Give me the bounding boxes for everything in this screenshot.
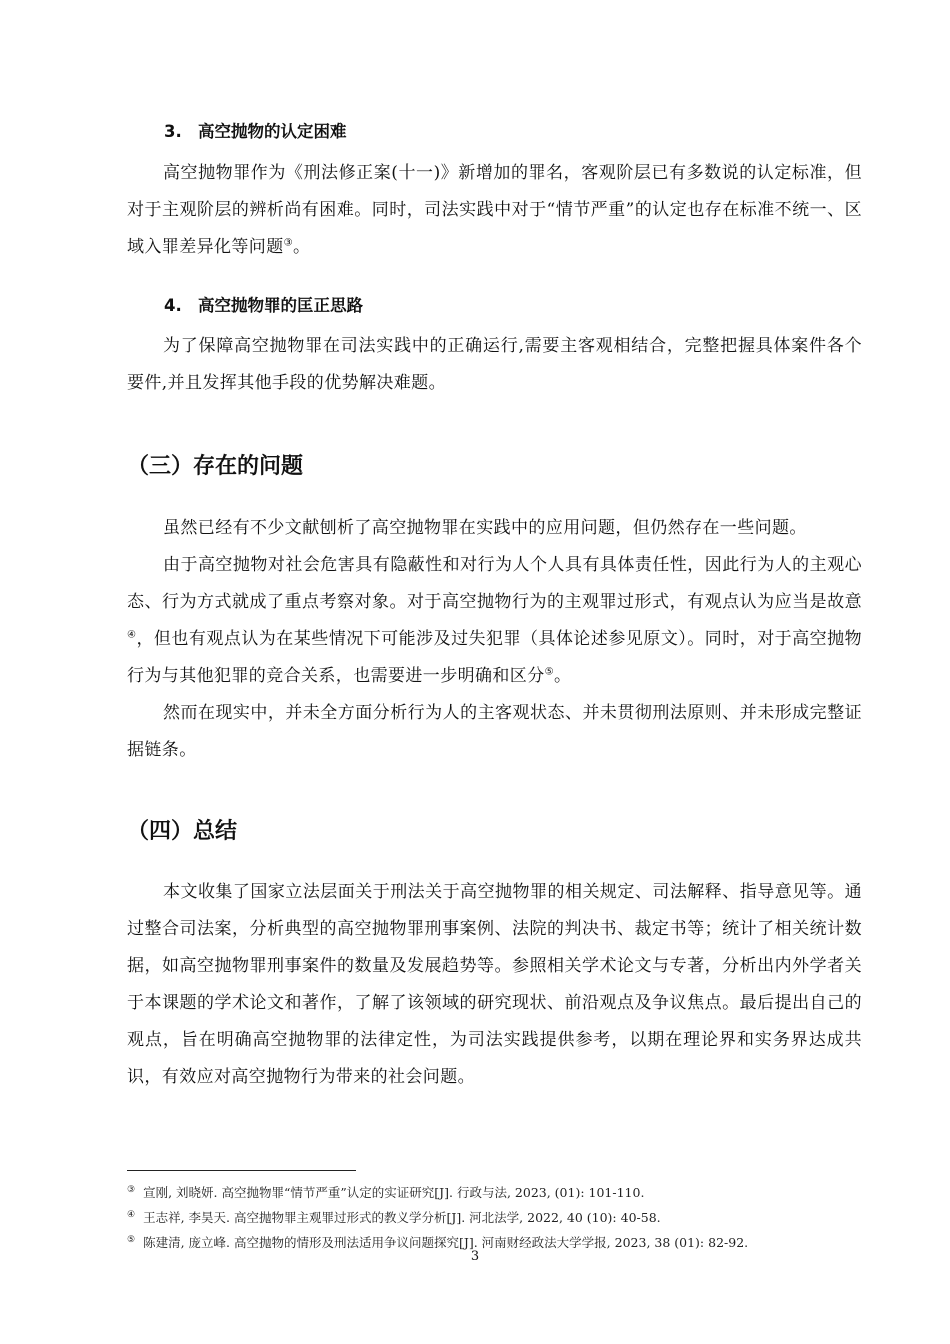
footnote-item [127,1208,661,1226]
subsection-title: 高空抛物的认定困难 [198,122,347,141]
footnote-text: 宣刚, 刘晓妍. 高空抛物罪“情节严重”认定的实证研究[J]. 行政与法, 2023, (01): 101-110. [143,1185,645,1200]
paragraph-text: 。 [292,237,311,257]
footnote-text: 王志祥, 李昊天. 高空抛物罪主观罪过形式的教义学分析[J]. 河北法学, 2022, 40 (10): 40-58. [143,1210,661,1225]
subsection-title: 高空抛物罪的匡正思路 [198,296,363,315]
section-heading-summary: （四）总结 [127,819,238,844]
footnote-mark: ③ [127,1184,136,1195]
body-paragraph: 虽然已经有不少文献刨析了高空抛物罪在实践中的应用问题，但仍然存在一些问题。 [163,518,807,538]
body-paragraph: 然而在现实中，并未全方面分析行为人的主客观状态、并未贯彻刑法原则、并未形成完整证据链条。 [127,703,862,760]
subsection-number: 4. [164,296,182,315]
subsection-heading-4 [164,292,363,316]
body-paragraph [127,155,862,266]
body-paragraph: 本文收集了国家立法层面关于刑法关于高空抛物罪的相关规定、司法解释、指导意见等。通过整合司法案，分析典型的高空抛物罪刑事案例、法院的判决书、裁定书等；统计了相关统计数据，如高空抛物罪刑事案件的数量及发展趋势等。参照相关学术论文与专著，分析出内外学者关于本课题的学术论文和著作，了解了该领域的研究现状、前沿观点及争议焦点。最后提出自己的观点，旨在明确高空抛物罪的法律定性，为司法实践提供参考，以期在理论界和实务界达成共识，有效应对高空抛物行为带来的社会问题。 [127,882,862,1087]
paragraph-text: 。 [553,666,572,686]
subsection-heading-3 [164,118,347,142]
footnote-mark: ⑤ [127,1234,136,1245]
page-number: 3 [470,1249,480,1264]
footnote-text: 陈建清, 庞立峰. 高空抛物的情形及刑法适用争议问题探究[J]. 河南财经政法大学学报, 2023, 38 (01): 82-92. [143,1235,749,1250]
section-heading-problems: （三）存在的问题 [127,454,304,479]
footnote-divider [127,1170,356,1171]
body-paragraph: 为了保障高空抛物罪在司法实践中的正确运行,需要主客观相结合，完整把握具体案件各个要件,并且发挥其他手段的优势解决难题。 [127,336,862,393]
subsection-number: 3. [164,122,182,141]
footnote-ref[interactable]: ⑤ [544,666,554,678]
paragraph-text: 由于高空抛物对社会危害具有隐蔽性和对行为人个人具有具体责任性，因此行为人的主观心态、行为方式就成了重点考察对象。对于高空抛物行为的主观罪过形式，有观点认为应当是故意 [127,555,862,612]
footnote-mark: ④ [127,1209,136,1220]
paragraph-text: 高空抛物罪作为《刑法修正案(十一)》新增加的罪名，客观阶层已有多数说的认定标准，但对于主观阶层的辨析尚有困难。同时，司法实践中对于“情节严重”的认定也存在标准不统一、区域入罪差异化等问题 [127,163,862,257]
paragraph-text: ，但也有观点认为在某些情况下可能涉及过失犯罪（具体论述参见原文）。同时，对于高空抛物行为与其他犯罪的竞合关系，也需要进一步明确和区分 [127,629,862,686]
footnote-ref[interactable]: ③ [283,237,293,249]
footnote-item [127,1183,644,1201]
footnote-ref[interactable]: ④ [127,629,137,641]
body-paragraph [127,547,862,695]
